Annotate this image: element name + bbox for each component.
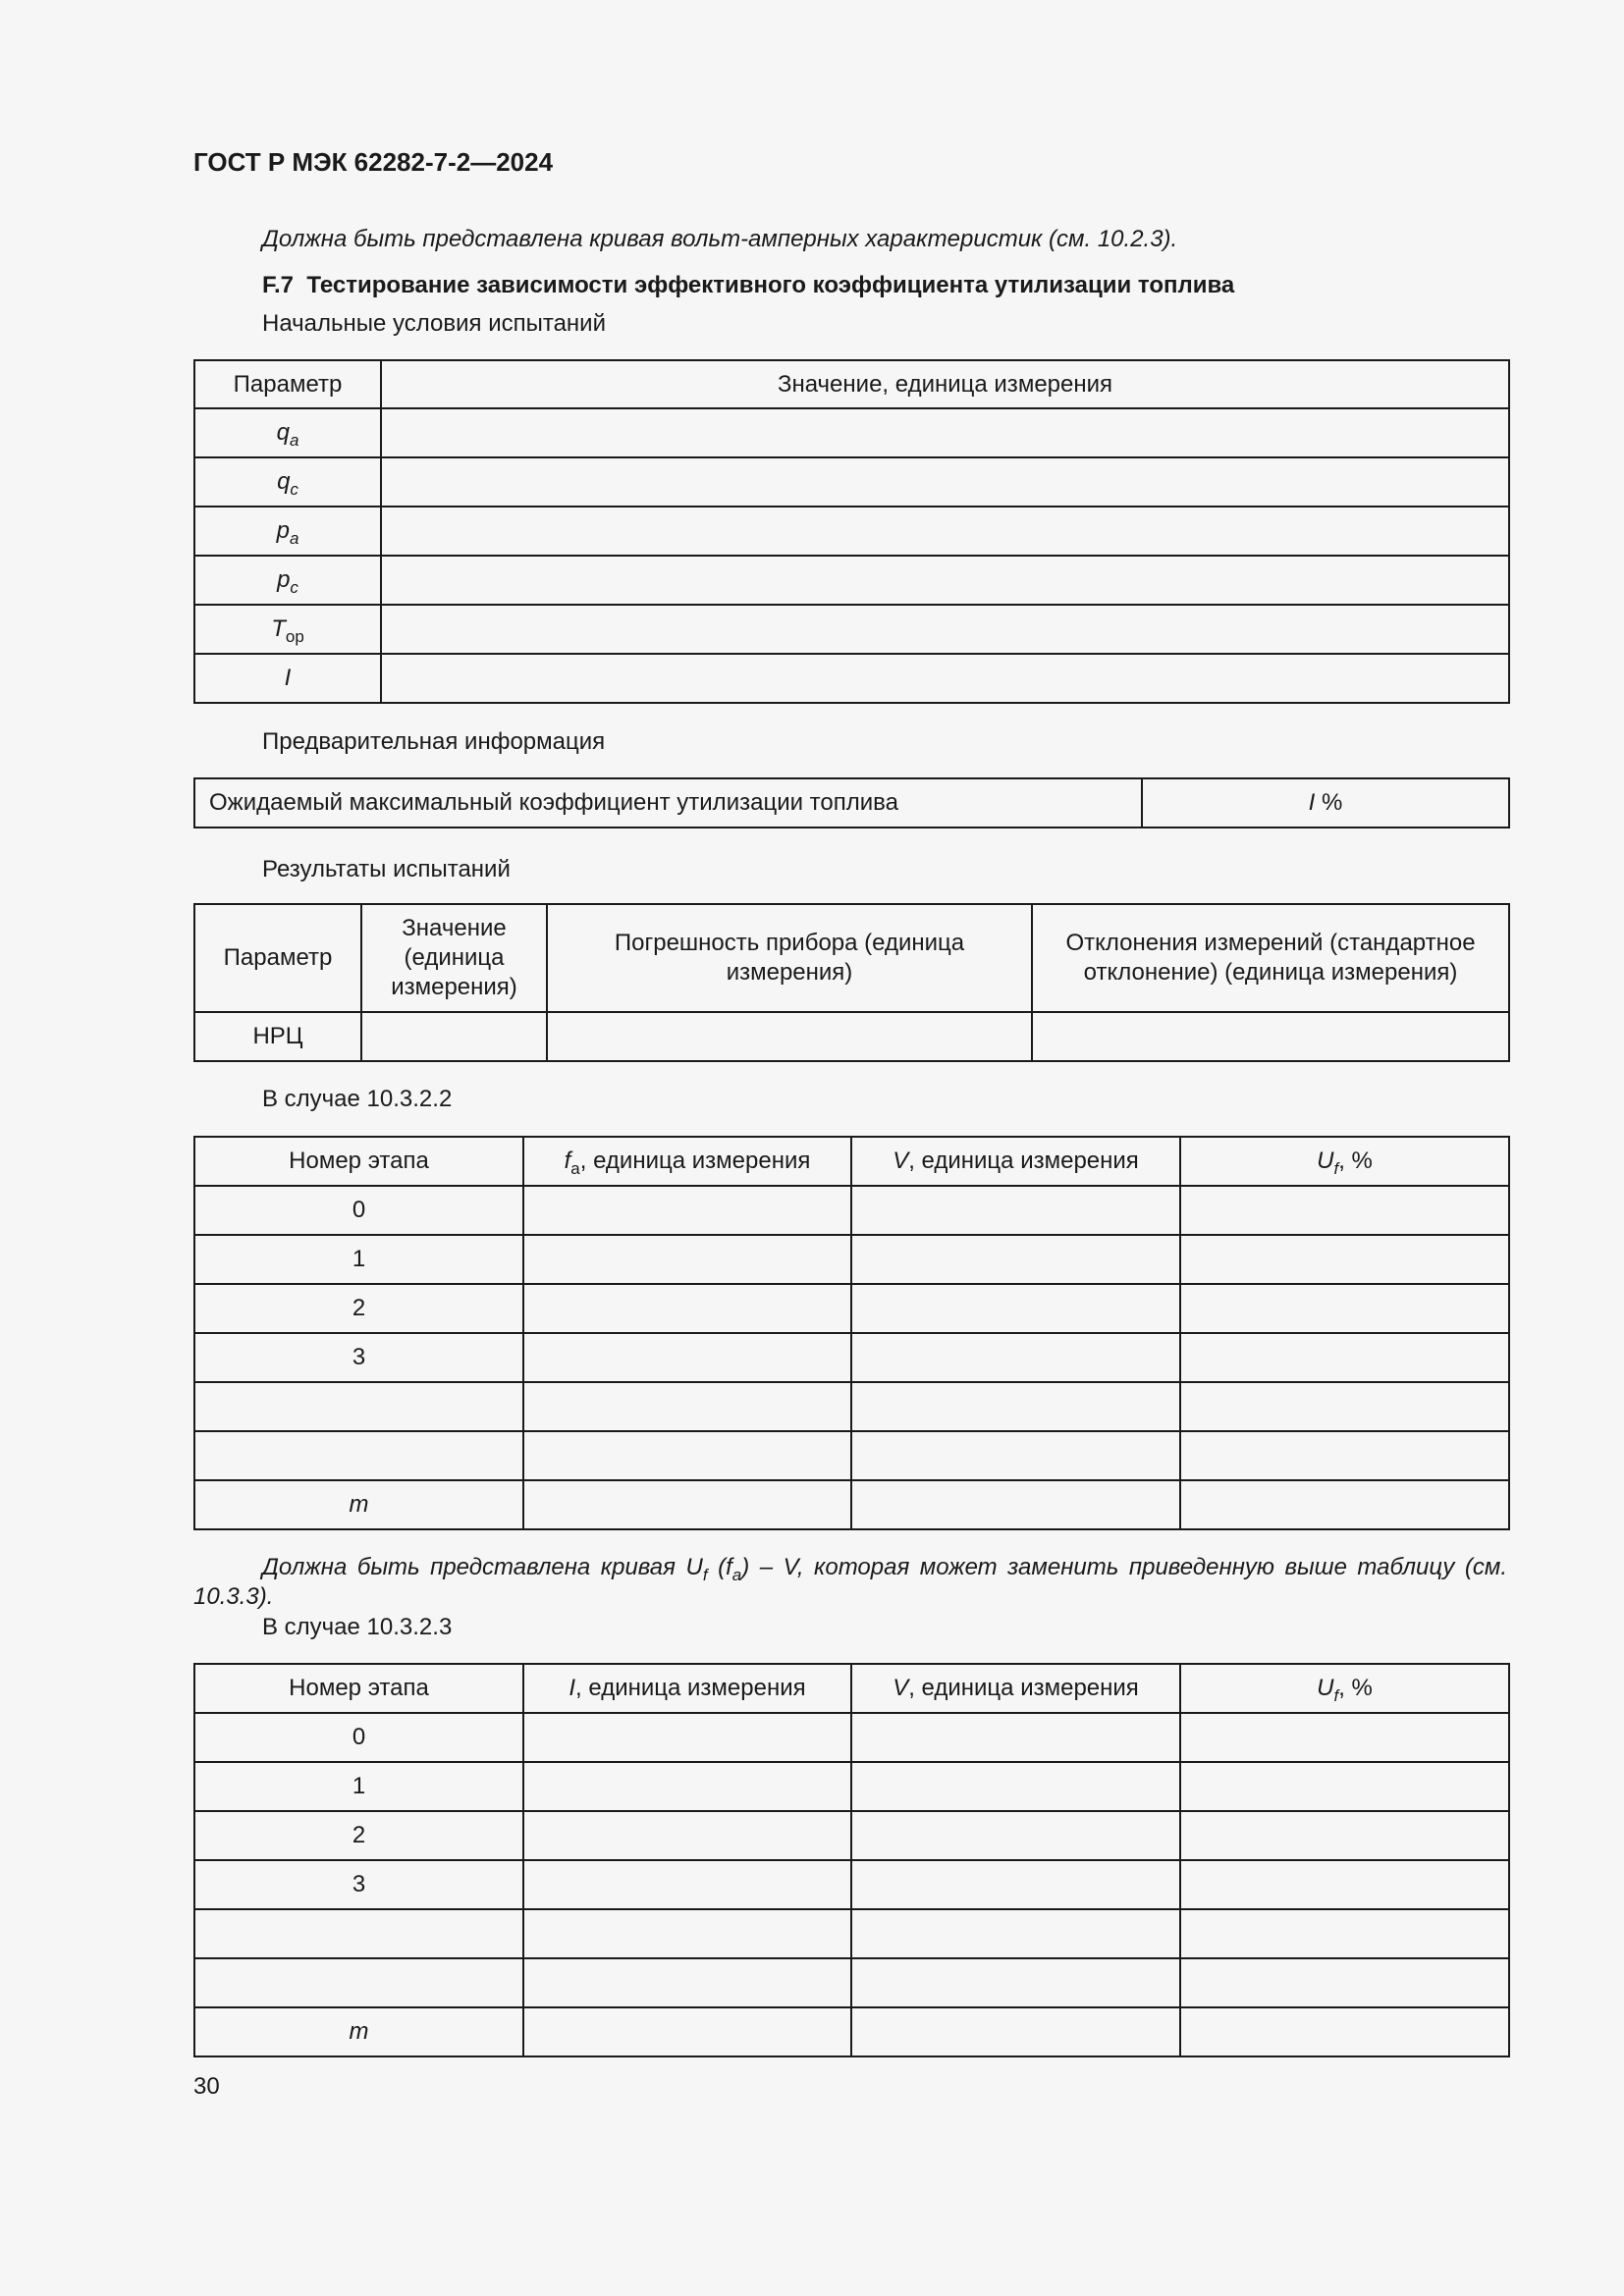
- value-cell[interactable]: [1180, 1909, 1509, 1958]
- step-number: [194, 1382, 523, 1431]
- header-uf-percent: $U_f$, %: [1180, 1664, 1509, 1713]
- results-table: [193, 903, 1510, 1062]
- value-cell[interactable]: [523, 1284, 851, 1333]
- value-cell[interactable]: [1180, 1382, 1509, 1431]
- value-cell[interactable]: [523, 1431, 851, 1480]
- value-cell[interactable]: [523, 1382, 851, 1431]
- value-cell[interactable]: [381, 457, 1509, 507]
- preliminary-table: [193, 777, 1510, 828]
- value-cell[interactable]: [1180, 1762, 1509, 1811]
- value-cell[interactable]: [851, 1480, 1180, 1529]
- value-cell[interactable]: [1180, 1235, 1509, 1284]
- param-pc: $p_c$: [194, 556, 381, 605]
- section-number: F.7: [262, 272, 295, 298]
- section-heading: [262, 272, 1234, 299]
- value-cell[interactable]: [523, 1811, 851, 1860]
- document-header: ГОСТ Р МЭК 62282-7-2—2024: [193, 147, 554, 177]
- value-cell[interactable]: [523, 1333, 851, 1382]
- value-cell[interactable]: [851, 1186, 1180, 1235]
- value-cell[interactable]: [851, 1860, 1180, 1909]
- header-step-number: Номер этапа: [194, 1137, 523, 1186]
- initial-conditions-caption: Начальные условия испытаний: [262, 310, 606, 337]
- step-number: 3: [194, 1860, 523, 1909]
- value-cell[interactable]: [851, 1762, 1180, 1811]
- expected-max-utilization-value: I %: [1142, 778, 1509, 828]
- value-cell[interactable]: [851, 1382, 1180, 1431]
- value-cell[interactable]: [381, 507, 1509, 556]
- value-cell[interactable]: [523, 1713, 851, 1762]
- initial-conditions-table: [193, 359, 1510, 704]
- value-cell[interactable]: [547, 1012, 1032, 1061]
- value-cell[interactable]: [381, 654, 1509, 703]
- value-cell[interactable]: [851, 1713, 1180, 1762]
- case-10-3-2-3-caption: В случае 10.3.2.3: [262, 1614, 453, 1640]
- value-cell[interactable]: [851, 1811, 1180, 1860]
- header-v-unit: V, единица измерения: [851, 1664, 1180, 1713]
- uf-curve-note: Должна быть представлена кривая $U_f$ $(f_a)$ – V, которая может заменить приведенную выше таблицу (см. 10.3.3).: [193, 1554, 1507, 1610]
- value-cell[interactable]: [381, 556, 1509, 605]
- value-cell[interactable]: [381, 605, 1509, 654]
- step-number: 0: [194, 1186, 523, 1235]
- value-cell[interactable]: [851, 1431, 1180, 1480]
- value-cell[interactable]: [1180, 1431, 1509, 1480]
- value-cell[interactable]: [523, 1480, 851, 1529]
- param-qa: $q_a$: [194, 408, 381, 457]
- value-cell[interactable]: [523, 1235, 851, 1284]
- step-number: 2: [194, 1811, 523, 1860]
- value-cell[interactable]: [1180, 2007, 1509, 2056]
- value-cell[interactable]: [523, 1958, 851, 2007]
- step-number-m: m: [194, 2007, 523, 2056]
- value-cell[interactable]: [523, 1909, 851, 1958]
- header-value: Значение (единица измерения): [361, 904, 547, 1012]
- value-cell[interactable]: [851, 1958, 1180, 2007]
- header-i-unit: I, единица измерения: [523, 1664, 851, 1713]
- header-uf-percent: $U_f$, %: [1180, 1137, 1509, 1186]
- value-cell[interactable]: [851, 1333, 1180, 1382]
- value-cell[interactable]: [851, 2007, 1180, 2056]
- value-cell[interactable]: [1180, 1860, 1509, 1909]
- value-cell[interactable]: [1180, 1958, 1509, 2007]
- header-measurement-deviation: Отклонения измерений (стандартное отклонение) (единица измерения): [1032, 904, 1509, 1012]
- value-cell[interactable]: [851, 1909, 1180, 1958]
- value-cell[interactable]: [1180, 1284, 1509, 1333]
- step-number: 1: [194, 1762, 523, 1811]
- value-cell[interactable]: [523, 1762, 851, 1811]
- header-value-unit: Значение, единица измерения: [381, 360, 1509, 408]
- param-pa: $p_a$: [194, 507, 381, 556]
- case-10-3-2-2-caption: В случае 10.3.2.2: [262, 1086, 453, 1112]
- header-instrument-error: Погрешность прибора (единица измерения): [547, 904, 1032, 1012]
- step-number: [194, 1958, 523, 2007]
- value-cell[interactable]: [1180, 1333, 1509, 1382]
- header-fa-unit: $f_a$, единица измерения: [523, 1137, 851, 1186]
- step-number: 2: [194, 1284, 523, 1333]
- iv-curve-note: Должна быть представлена кривая вольт-амперных характеристик (см. 10.2.3).: [262, 226, 1178, 252]
- header-v-unit: V, единица измерения: [851, 1137, 1180, 1186]
- value-cell[interactable]: [361, 1012, 547, 1061]
- results-caption: Результаты испытаний: [262, 856, 511, 882]
- value-cell[interactable]: [523, 1860, 851, 1909]
- param-qc: $q_c$: [194, 457, 381, 507]
- section-title: Тестирование зависимости эффективного коэффициента утилизации топлива: [306, 272, 1235, 298]
- header-parameter: Параметр: [194, 360, 381, 408]
- step-number: 3: [194, 1333, 523, 1382]
- preliminary-caption: Предварительная информация: [262, 728, 606, 755]
- step-number-m: m: [194, 1480, 523, 1529]
- value-cell[interactable]: [1180, 1480, 1509, 1529]
- case-10-3-2-3-table: [193, 1663, 1510, 2057]
- value-cell[interactable]: [851, 1284, 1180, 1333]
- header-step-number: Номер этапа: [194, 1664, 523, 1713]
- header-parameter: Параметр: [194, 904, 361, 1012]
- value-cell[interactable]: [851, 1235, 1180, 1284]
- page-number: 30: [193, 2073, 220, 2100]
- step-number: [194, 1431, 523, 1480]
- row-label-nrc: НРЦ: [194, 1012, 361, 1061]
- value-cell[interactable]: [523, 2007, 851, 2056]
- step-number: 0: [194, 1713, 523, 1762]
- value-cell[interactable]: [1180, 1713, 1509, 1762]
- value-cell[interactable]: [1180, 1186, 1509, 1235]
- expected-max-utilization-label: Ожидаемый максимальный коэффициент утилизации топлива: [194, 778, 1142, 828]
- step-number: 1: [194, 1235, 523, 1284]
- value-cell[interactable]: [381, 408, 1509, 457]
- value-cell[interactable]: [523, 1186, 851, 1235]
- param-i: I: [194, 654, 381, 703]
- value-cell[interactable]: [1032, 1012, 1509, 1061]
- value-cell[interactable]: [1180, 1811, 1509, 1860]
- case-10-3-2-2-table: [193, 1136, 1510, 1530]
- step-number: [194, 1909, 523, 1958]
- param-top: $T_{op}$: [194, 605, 381, 654]
